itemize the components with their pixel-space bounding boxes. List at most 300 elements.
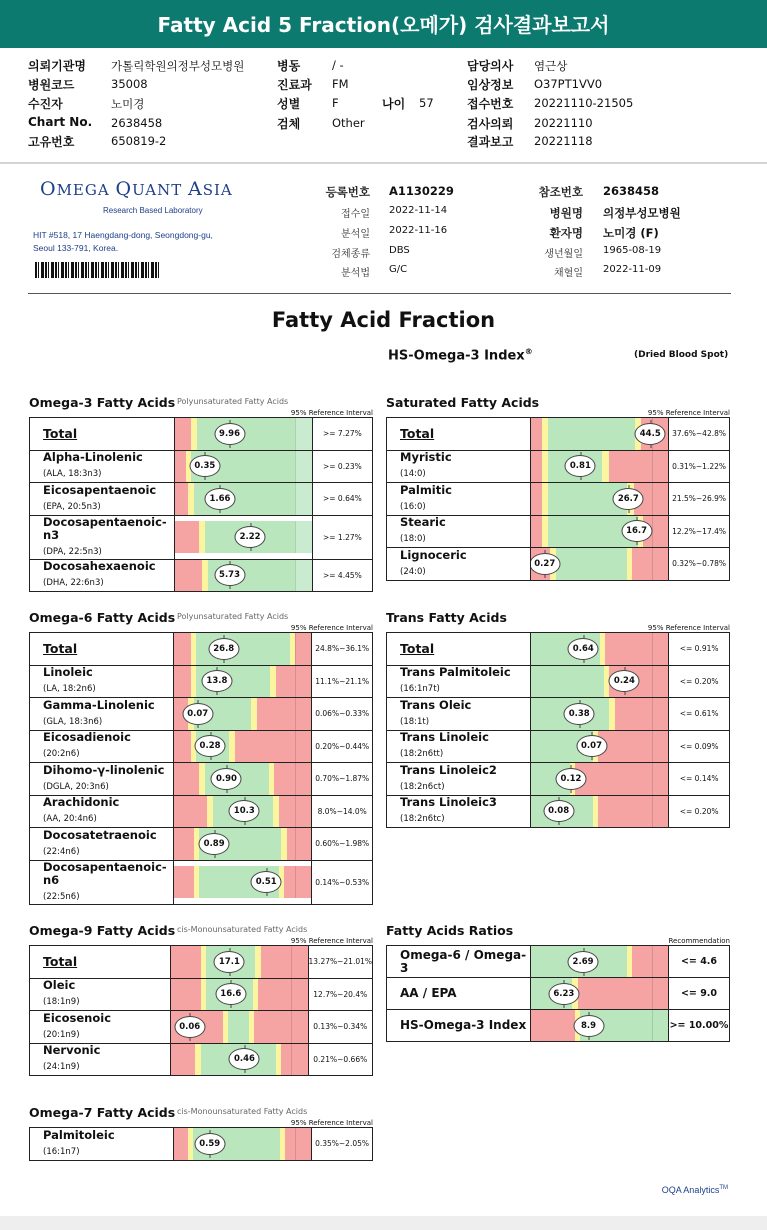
results-table: [386, 945, 730, 1042]
result-bar-cell: [170, 1011, 308, 1044]
result-value-marker: 2.22: [235, 526, 266, 548]
analyte-name-cell: [387, 418, 531, 451]
reference-bar: [531, 666, 668, 698]
analyte-name-cell: [30, 698, 174, 731]
analyte-name: Omega-6 / Omega-3: [400, 947, 527, 975]
reg-label: 분석일: [341, 229, 370, 240]
analyte-name-cell: [387, 1010, 531, 1042]
table-row: [30, 946, 373, 979]
reference-bar: [174, 796, 311, 828]
result-value-marker: 0.51: [251, 871, 282, 893]
zone-yellow: [602, 451, 609, 483]
zone-red: [598, 796, 668, 828]
reg-value: 2022-11-09: [603, 264, 662, 275]
reference-range: <= 0.20%: [669, 665, 730, 698]
table-row: [387, 515, 730, 548]
reference-label: 95% Reference Interval: [290, 409, 373, 417]
info-value: 650819-2: [111, 134, 167, 148]
gridline: [295, 1128, 296, 1160]
reference-bar: [531, 516, 668, 548]
result-value-marker: 0.24: [609, 670, 640, 692]
result-bar-cell: [170, 1043, 308, 1076]
reg-value: DBS: [389, 245, 410, 256]
reference-range: 0.35%~2.05%: [312, 1128, 373, 1161]
reference-range: <= 0.14%: [669, 763, 730, 796]
reference-range: >= 4.45%: [312, 559, 372, 592]
result-bar-cell: [531, 548, 669, 581]
info-value: Other: [332, 116, 365, 130]
section-title: Fatty Acids Ratios: [386, 923, 514, 938]
info-label: 고유번호: [28, 135, 75, 149]
table-row: [30, 978, 373, 1011]
analyte-name-cell: [387, 633, 531, 666]
analyte-name: Trans Palmitoleic: [400, 665, 511, 680]
info-label: 진료과: [277, 78, 312, 92]
result-value-marker: 2.69: [568, 951, 599, 973]
analyte-name: Total: [43, 954, 78, 970]
zone-green: [556, 548, 627, 580]
reg-value: 2022-11-16: [389, 225, 448, 236]
result-bar-cell: [531, 946, 669, 978]
analyte-name-cell: [387, 450, 531, 483]
analyte-code: (LA, 18:2n6): [43, 684, 96, 695]
analyte-code: (20:2n6): [43, 749, 80, 760]
analyte-name-cell: [387, 483, 531, 516]
result-bar-cell: [174, 665, 312, 698]
zone-red: [609, 451, 668, 483]
result-bar-cell: [174, 515, 312, 559]
gridline: [652, 451, 653, 483]
zone-red: [175, 451, 186, 483]
result-bar-cell: [174, 633, 312, 666]
gridline: [295, 418, 296, 450]
gridline: [295, 763, 296, 795]
analyte-code: (18:1n9): [43, 997, 80, 1008]
info-label: Chart No.: [28, 115, 93, 129]
zone-red: [174, 666, 190, 698]
gridline: [291, 1011, 292, 1043]
section-title: Omega-6 Fatty Acids: [29, 610, 176, 625]
reference-label: 95% Reference Interval: [290, 624, 373, 632]
info-label: 결과보고: [467, 135, 514, 149]
gridline: [291, 979, 292, 1011]
reference-range: <= 9.0: [669, 978, 730, 1010]
result-bar-cell: [174, 795, 312, 828]
result-bar-cell: [174, 559, 312, 592]
result-value-marker: 13.8: [201, 670, 232, 692]
result-value-marker: 9.96: [214, 423, 245, 445]
analyte-code: (16:1n7): [43, 1146, 80, 1157]
reference-bar: [531, 763, 668, 795]
reg-label: 채혈일: [554, 268, 583, 279]
gridline: [652, 796, 653, 828]
analyte-name: Total: [43, 641, 78, 657]
result-bar-cell: [174, 860, 312, 904]
result-value-marker: 0.07: [576, 735, 607, 757]
result-value-marker: 0.35: [189, 455, 220, 477]
info-value: O37PT1VV0: [534, 77, 603, 91]
reference-range: 0.20%~0.44%: [312, 730, 373, 763]
analyte-name: Trans Oleic: [400, 697, 472, 712]
table-row: [30, 795, 373, 828]
zone-red: [295, 633, 311, 665]
reference-range: 37.6%~42.8%: [669, 418, 730, 451]
result-value-marker: 10.3: [229, 800, 260, 822]
gridline: [295, 698, 296, 730]
reference-label: 95% Reference Interval: [290, 1119, 373, 1127]
gridline: [295, 796, 296, 828]
reg-label: 분석법: [341, 268, 370, 279]
info-label: 나이: [382, 97, 406, 111]
analyte-name-cell: [30, 1011, 171, 1044]
analyte-name: Eicosenoic: [43, 1010, 112, 1025]
reg-label: 병원명: [549, 206, 583, 220]
gridline: [652, 483, 653, 515]
reference-bar: [174, 1128, 311, 1160]
table-row: [30, 763, 373, 796]
zone-red: [276, 666, 312, 698]
zone-red: [287, 828, 312, 860]
result-bar-cell: [531, 795, 669, 828]
result-value-marker: 0.90: [211, 768, 242, 790]
table-row: [30, 730, 373, 763]
result-bar-cell: [174, 450, 312, 483]
analyte-code: (20:1n9): [43, 1029, 80, 1040]
reference-bar: [171, 1011, 308, 1043]
zone-red: [174, 1128, 188, 1160]
reference-range: 24.8%~36.1%: [312, 633, 373, 666]
analyte-name-cell: [30, 483, 175, 516]
analyte-name-cell: [387, 548, 531, 581]
info-value: 20221110-21505: [534, 96, 634, 110]
reference-bar: [531, 698, 668, 730]
gridline: [652, 1010, 653, 1041]
analyte-name-cell: [387, 795, 531, 828]
gridline: [295, 633, 296, 665]
zone-red: [175, 483, 189, 515]
analyte-code: (ALA, 18:3n3): [43, 469, 102, 480]
result-value-marker: 6.23: [548, 983, 579, 1005]
analyte-name: Dihomo-γ-linolenic: [43, 762, 165, 777]
zone-red: [531, 451, 542, 483]
zone-red: [171, 1044, 196, 1076]
gridline: [652, 731, 653, 763]
result-bar-cell: [531, 698, 669, 731]
result-value-marker: 44.5: [635, 423, 666, 445]
analyte-code: (16:0): [400, 501, 426, 512]
reference-range: 13.27%~21.01%: [308, 946, 372, 979]
result-bar-cell: [531, 763, 669, 796]
analyte-name: Docosapentaenoic-n6: [43, 859, 167, 887]
gridline: [291, 946, 292, 978]
table-row: [387, 978, 730, 1010]
result-bar-cell: [174, 698, 312, 731]
analyte-name: Total: [400, 641, 435, 657]
zone-light-green: [295, 560, 311, 592]
analyte-name: Eicosapentaenoic: [43, 482, 157, 497]
zone-red: [285, 1128, 311, 1160]
reference-range: 0.21%~0.66%: [308, 1043, 372, 1076]
report-title: Fatty Acid Fraction: [271, 308, 496, 332]
gridline: [291, 1044, 292, 1076]
result-bar-cell: [174, 1128, 312, 1161]
reference-range: 0.06%~0.33%: [312, 698, 373, 731]
zone-red: [174, 828, 193, 860]
analyte-name: Docosapentaenoic-n3: [43, 514, 167, 542]
reg-label: 생년월일: [544, 249, 583, 260]
page-bottom: [0, 1216, 767, 1230]
result-value-marker: 8.9: [573, 1015, 604, 1037]
analyte-name-cell: [30, 450, 175, 483]
result-bar-cell: [531, 1010, 669, 1042]
report-header: Fatty Acid 5 Fraction(오메가) 검사결과보고서: [0, 0, 767, 48]
table-row: [387, 1010, 730, 1042]
zone-red: [175, 560, 202, 592]
result-value-marker: 16.6: [215, 983, 246, 1005]
hs-omega3-label: HS-Omega-3 Index®: [388, 347, 533, 364]
reference-range: >= 0.64%: [312, 483, 372, 516]
reference-bar: [531, 978, 668, 1009]
result-value-marker: 0.59: [194, 1133, 225, 1155]
result-value-marker: 26.7: [613, 488, 644, 510]
section-title: Omega-9 Fatty Acids: [29, 923, 176, 938]
reference-range: 11.1%~21.1%: [312, 665, 373, 698]
zone-red: [174, 633, 190, 665]
reference-bar: [174, 666, 311, 698]
gridline: [295, 560, 296, 592]
reg-value: G/C: [389, 264, 408, 275]
reference-bar: [175, 483, 312, 515]
result-value-marker: 0.46: [229, 1048, 260, 1070]
info-value: 염근상: [534, 59, 568, 73]
info-value: 20221118: [534, 134, 593, 148]
table-row: [30, 633, 373, 666]
result-value-marker: 0.08: [543, 800, 574, 822]
table-row: [387, 633, 730, 666]
analyte-name-cell: [30, 730, 174, 763]
section-subtitle: cis-Monounsaturated Fatty Acids: [177, 925, 308, 934]
table-row: [387, 418, 730, 451]
info-label: 임상정보: [467, 78, 514, 92]
info-label: 병동: [277, 59, 301, 73]
reference-bar: [171, 979, 308, 1011]
result-bar-cell: [174, 483, 312, 516]
zone-light-green: [295, 483, 311, 515]
reference-bar: [175, 418, 312, 450]
zone-red: [531, 483, 542, 515]
reference-bar: [174, 633, 311, 665]
zone-red: [575, 763, 668, 795]
result-bar-cell: [531, 978, 669, 1010]
reference-range: >= 0.23%: [312, 450, 372, 483]
reference-bar: [174, 828, 311, 860]
analyte-name-cell: [30, 946, 171, 979]
reference-range: 0.60%~1.98%: [312, 828, 373, 861]
result-value-marker: 26.8: [208, 638, 239, 660]
table-row: [387, 698, 730, 731]
section-subtitle: Polyunsaturated Fatty Acids: [177, 612, 289, 621]
analyte-name: Stearic: [400, 515, 446, 530]
analyte-name: Palmitoleic: [43, 1127, 115, 1142]
gridline: [295, 521, 296, 553]
analyte-name: Gamma-Linolenic: [43, 697, 155, 712]
result-value-marker: 17.1: [214, 951, 245, 973]
reg-value: A1130229: [389, 184, 454, 198]
table-row: [30, 860, 373, 904]
zone-red: [174, 866, 193, 898]
zone-red: [284, 866, 311, 898]
analyte-name-cell: [30, 559, 175, 592]
reference-bar: [531, 731, 668, 763]
result-value-marker: 0.64: [568, 638, 599, 660]
analyte-name: Docosatetraenoic: [43, 827, 157, 842]
zone-red: [171, 946, 201, 978]
analyte-name-cell: [30, 860, 174, 904]
reference-bar: [531, 946, 668, 977]
reference-range: <= 0.20%: [669, 795, 730, 828]
lab-logo: OMEGA QUANT ASIA: [40, 178, 233, 200]
info-label: 병원코드: [28, 78, 75, 92]
gridline: [652, 978, 653, 1009]
zone-red: [578, 978, 668, 1009]
analyte-code: (22:4n6): [43, 846, 80, 857]
analyte-code: (22:5n6): [43, 891, 80, 902]
reg-value: 2638458: [603, 184, 660, 198]
zone-red: [174, 796, 207, 828]
analyte-name: Nervonic: [43, 1043, 101, 1058]
analyte-name: Trans Linoleic2: [400, 762, 497, 777]
analyte-name-cell: [30, 763, 174, 796]
info-label: 의뢰기관명: [28, 59, 86, 73]
analyte-name-cell: [387, 763, 531, 796]
analyte-code: (18:0): [400, 534, 426, 545]
info-value: 35008: [111, 77, 148, 91]
results-table: [29, 632, 373, 905]
gridline: [295, 666, 296, 698]
analyte-code: (18:2n6tt): [400, 749, 444, 760]
analyte-name: Trans Linoleic: [400, 730, 489, 745]
reference-bar: [531, 548, 668, 580]
gridline: [295, 828, 296, 860]
result-bar-cell: [531, 730, 669, 763]
reference-bar: [175, 451, 312, 483]
analyte-name-cell: [387, 946, 531, 978]
zone-red: [605, 633, 668, 665]
zone-red: [531, 418, 542, 450]
analyte-name-cell: [30, 633, 174, 666]
zone-light-green: [295, 451, 311, 483]
reg-label: 참조번호: [538, 185, 583, 199]
gridline: [652, 548, 653, 580]
reference-bar: [531, 1010, 668, 1041]
reference-range: 0.70%~1.87%: [312, 763, 373, 796]
reference-range: <= 0.09%: [669, 730, 730, 763]
analyte-name-cell: [30, 515, 175, 559]
result-bar-cell: [174, 763, 312, 796]
analyte-code: (14:0): [400, 469, 426, 480]
analyte-name-cell: [387, 730, 531, 763]
table-row: [387, 763, 730, 796]
result-bar-cell: [531, 515, 669, 548]
info-value: 20221110: [534, 116, 593, 130]
zone-green: [228, 1011, 249, 1043]
reference-bar: [174, 763, 311, 795]
reference-label: Recommendation: [668, 937, 730, 945]
result-bar-cell: [531, 665, 669, 698]
info-value: 57: [419, 96, 434, 110]
result-value-marker: 0.12: [555, 768, 586, 790]
result-value-marker: 5.73: [214, 564, 245, 586]
analyte-name: Linoleic: [43, 665, 93, 680]
result-value-marker: 0.38: [564, 703, 595, 725]
table-row: [30, 1011, 373, 1044]
gridline: [295, 866, 296, 898]
divider: [0, 162, 767, 164]
reg-value: 의정부성모병원: [603, 206, 681, 220]
section-title: Saturated Fatty Acids: [386, 395, 540, 410]
result-value-marker: 0.81: [565, 455, 596, 477]
gridline: [652, 763, 653, 795]
reg-label: 접수일: [341, 209, 370, 220]
lab-subtitle: Research Based Laboratory: [103, 206, 203, 215]
reference-bar: [174, 698, 311, 730]
analyte-code: (18:2n6ct): [400, 781, 445, 792]
analyte-name-cell: [30, 795, 174, 828]
zone-red: [174, 763, 199, 795]
info-label: 수진자: [28, 97, 63, 111]
info-label: 담당의사: [467, 59, 514, 73]
zone-light-green: [295, 418, 311, 450]
result-bar-cell: [174, 730, 312, 763]
reference-range: 0.32%~0.78%: [669, 548, 730, 581]
result-bar-cell: [174, 418, 312, 451]
analyte-code: (18:2n6tc): [400, 814, 445, 825]
analyte-name-cell: [30, 1128, 174, 1161]
reference-bar: [171, 946, 308, 978]
analyte-code: (24:1n9): [43, 1062, 80, 1073]
info-value: / -: [332, 58, 344, 72]
reference-label: 95% Reference Interval: [647, 409, 730, 417]
reg-label: 환자명: [549, 226, 583, 240]
gridline: [652, 633, 653, 665]
analyte-name: Trans Linoleic3: [400, 795, 497, 810]
result-value-marker: 0.07: [182, 703, 213, 725]
reference-bar: [171, 1044, 308, 1076]
result-bar-cell: [531, 450, 669, 483]
result-bar-cell: [531, 633, 669, 666]
section-title: Omega-7 Fatty Acids: [29, 1105, 176, 1120]
table-row: [30, 665, 373, 698]
analyte-code: (24:0): [400, 566, 426, 577]
zone-red: [257, 698, 312, 730]
reg-label: 검체종류: [331, 249, 370, 260]
analyte-code: (DPA, 22:5n3): [43, 546, 102, 557]
reference-range: >= 7.27%: [312, 418, 372, 451]
zone-red: [632, 548, 668, 580]
zone-red: [174, 731, 190, 763]
table-row: [387, 730, 730, 763]
barcode: [35, 262, 160, 278]
result-value-marker: 16.7: [621, 520, 652, 542]
info-value: 노미경: [111, 97, 145, 111]
analyte-name-cell: [30, 978, 171, 1011]
reference-range: 0.31%~1.22%: [669, 450, 730, 483]
table-row: [387, 795, 730, 828]
results-table: [29, 417, 373, 592]
section-subtitle: cis-Monounsaturated Fatty Acids: [177, 1107, 308, 1116]
analyte-code: (18:1t): [400, 716, 430, 727]
analyte-name-cell: [387, 665, 531, 698]
